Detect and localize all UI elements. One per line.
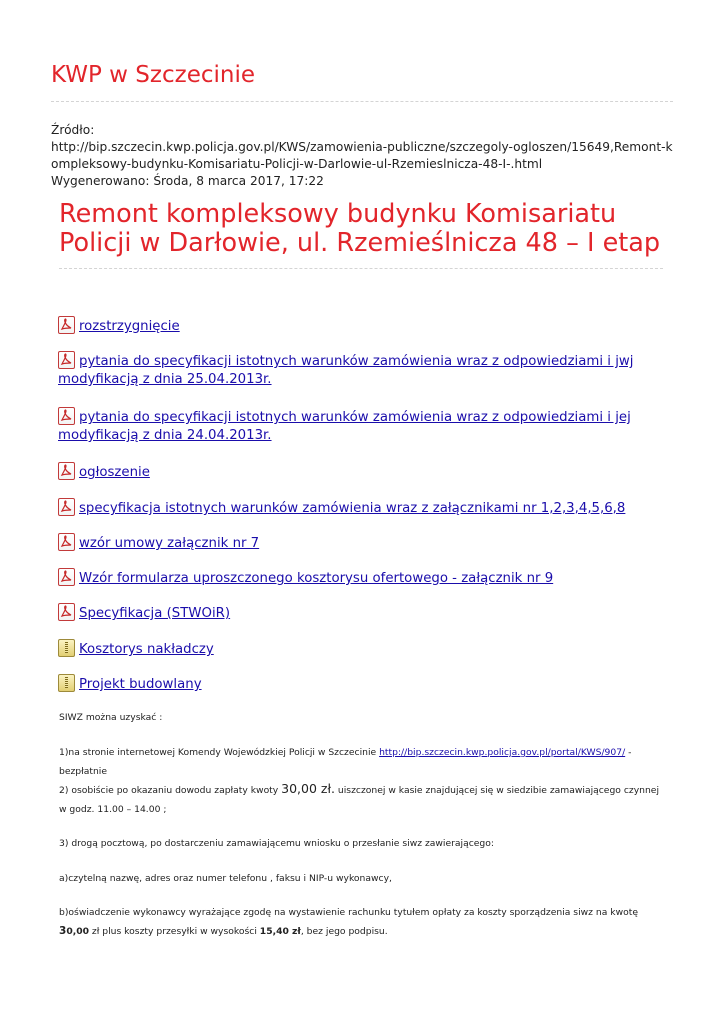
p5-suffix: , bez jego podpisu. (300, 926, 388, 937)
attachment-link[interactable]: pytania do specyfikacji istotnych warunków zamówienia wraz z odpowiedziami i jej modyfikacją z dnia 24.04.2013r. (58, 410, 631, 443)
pdf-icon (58, 603, 75, 621)
document-meta (51, 122, 673, 190)
p2-amount-digit: 3 (281, 781, 290, 796)
attachment-link[interactable]: pytania do specyfikacji istotnych warunków zamówienia wraz z odpowiedziami i jwj modyfikacją z dnia 25.04.2013r. (58, 354, 634, 387)
p2-amount: 0,00 zł. (289, 781, 336, 796)
zip-icon (58, 674, 75, 692)
site-title: KWP w Szczecinie (51, 62, 256, 88)
header-divider (51, 101, 673, 102)
generated-label: Wygenerowano: (51, 174, 150, 188)
attachment-item[interactable] (58, 498, 658, 518)
attachment-link[interactable]: rozstrzygnięcie (79, 319, 180, 334)
p5-text: b)oświadczenie wykonawcy wyrażające zgodę na wystawienie rachunku tytułem opłaty za koszty sporządzenia siwz na kwotę (59, 907, 638, 918)
attachment-item[interactable] (58, 639, 658, 659)
document-title: Remont kompleksowy budynku Komisariatu Policji w Darłowie, ul. Rzemieślnicza 48 – I etap (59, 199, 661, 258)
attachment-link[interactable]: ogłoszenie (79, 465, 150, 480)
attachment-item[interactable] (58, 533, 658, 553)
attachment-item[interactable] (58, 674, 658, 694)
bip-link[interactable]: http://bip.szczecin.kwp.policja.gov.pl/portal/KWS/907/ (379, 747, 626, 758)
p5-amount-digit: 3 (59, 925, 67, 937)
attachment-item[interactable] (58, 462, 658, 482)
pdf-icon (58, 316, 75, 334)
pdf-icon (58, 407, 75, 425)
attachment-link[interactable]: Kosztorys nakładczy (79, 642, 214, 657)
paragraph-1 (59, 743, 669, 781)
pdf-icon (58, 462, 75, 480)
p5-mid: zł plus koszty przesyłki w wysokości (88, 926, 260, 937)
pdf-icon (58, 533, 75, 551)
source-url: http://bip.szczecin.kwp.policja.gov.pl/KWS/zamowienia-publiczne/szczegoly-ogloszen/15649,Remont-kompleksowy-budynku-Komisariatu-Policji-w-Darlowie-ul-Rzemieslnicza-48-I-.html (51, 140, 673, 171)
paragraph-2 (59, 779, 669, 819)
attachment-item[interactable] (58, 603, 658, 623)
paragraph-4: a)czytelną nazwę, adres oraz numer telefonu , faksu i NIP-u wykonawcy, (59, 873, 392, 884)
generated-line (51, 173, 673, 190)
source-label: Źródło: (51, 123, 95, 137)
attachment-link[interactable]: Projekt budowlany (79, 677, 202, 692)
pdf-icon (58, 351, 75, 369)
attachment-item[interactable] (58, 316, 658, 336)
paragraph-3: 3) drogą pocztową, po dostarczeniu zamawiającemu wniosku o przesłanie siwz zawierającego: (59, 838, 494, 849)
p2-text: 2) osobiście po okazaniu dowodu zapłaty kwoty (59, 785, 282, 796)
p1-text: 1)na stronie internetowej Komendy Wojewódzkiej Policji w Szczecinie (59, 747, 380, 758)
p2-suffix: uiszczonej w kasie znajdującej się w siedzibie zamawiającego czynnej w godz. 11.00 – 14.00 ; (59, 785, 659, 815)
attachment-link[interactable]: Wzór formularza uproszczonego kosztorysu ofertowego - załącznik nr 9 (79, 571, 554, 586)
attachment-item[interactable] (58, 568, 658, 588)
zip-icon (58, 639, 75, 657)
attachment-link[interactable]: Specyfikacja (STWOiR) (79, 606, 231, 621)
pdf-icon (58, 498, 75, 516)
attachment-link[interactable]: specyfikacja istotnych warunków zamówienia wraz z załącznikami nr 1,2,3,4,5,6,8 (79, 501, 626, 516)
attachment-item[interactable] (58, 407, 658, 445)
p5-amount: 0,00 (66, 926, 89, 937)
pdf-icon (58, 568, 75, 586)
generated-date: Środa, 8 marca 2017, 17:22 (153, 174, 324, 188)
paragraph-5 (59, 903, 669, 941)
p5-shipping-amount: 15,40 zł (259, 926, 301, 937)
title-divider (59, 268, 663, 269)
p1-suffix: -bezpłatnie (59, 747, 632, 777)
attachment-link[interactable]: wzór umowy załącznik nr 7 (79, 536, 260, 551)
attachment-item[interactable] (58, 351, 658, 389)
siwz-intro: SIWZ można uzyskać : (59, 712, 163, 723)
